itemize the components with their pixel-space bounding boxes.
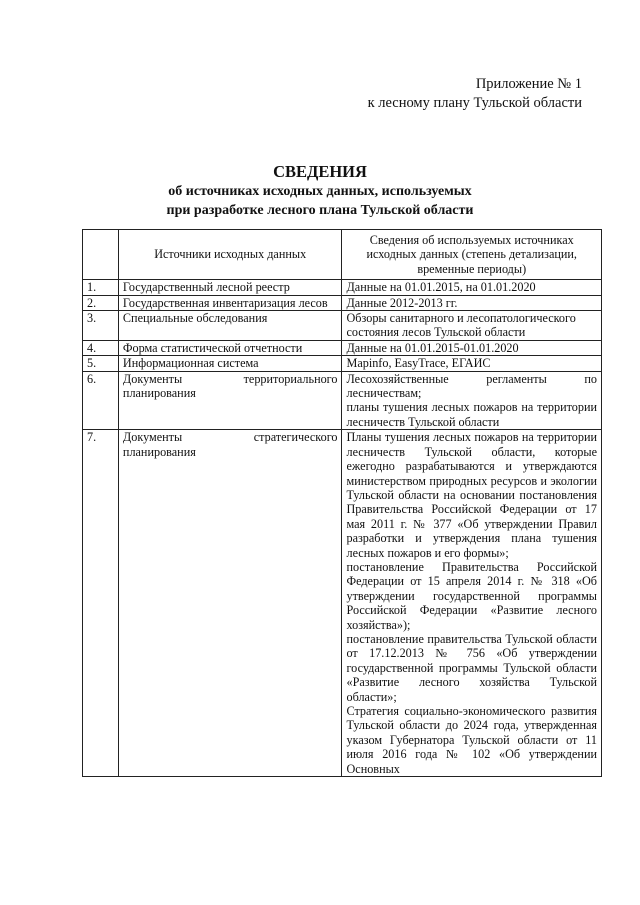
document-heading <box>0 162 640 220</box>
header-number <box>83 230 119 280</box>
table-row <box>83 371 602 430</box>
row-source: Документы стратегического планирования <box>118 430 342 777</box>
row-number: 1. <box>83 280 119 295</box>
row-source: Государственный лесной реестр <box>118 280 342 295</box>
appendix-line-2: к лесному плану Тульской области <box>367 95 582 111</box>
row-number: 6. <box>83 371 119 430</box>
table-header-row <box>83 230 602 280</box>
table-row <box>83 311 602 341</box>
table-row <box>83 295 602 310</box>
document-title: СВЕДЕНИЯ <box>273 162 367 181</box>
table-row <box>83 340 602 355</box>
row-info: Обзоры санитарного и лесопатологического состояния лесов Тульской области <box>342 311 602 341</box>
appendix-note <box>368 75 582 113</box>
table-row <box>83 356 602 371</box>
row-info <box>342 430 602 777</box>
info-paragraph: постановление Правительства Российской Федерации от 15 апреля 2014 г. № 318 «Об утверждении государственной программы Российской Федерации «Развитие лесного хозяйства»); <box>346 559 597 632</box>
appendix-line-1: Приложение № 1 <box>475 76 582 92</box>
row-source: Специальные обследования <box>118 311 342 341</box>
row-info: Данные на 01.01.2015-01.01.2020 <box>342 340 602 355</box>
info-paragraph: постановление правительства Тульской области от 17.12.2013 № 756 «Об утверждении государственной программы Тульской области «Развитие лесного хозяйства Тульской области»; <box>346 631 597 704</box>
row-info: Данные 2012-2013 гг. <box>342 295 602 310</box>
row-info: Mapinfo, EasyTrace, ЕГАИС <box>342 356 602 371</box>
info-paragraph: Стратегия социально-экономического развития Тульской области до 2024 года, утвержденная указом Губернатора Тульской области от 11 июля 2016 года № 102 «Об утверждении Основных <box>346 704 597 776</box>
row-source: Форма статистической отчетности <box>118 340 342 355</box>
row-info: Данные на 01.01.2015, на 01.01.2020 <box>342 280 602 295</box>
table-row <box>83 430 602 777</box>
info-paragraph: Лесохозяйственные регламенты по лесничествам; <box>346 371 597 401</box>
row-number: 7. <box>83 430 119 777</box>
row-number: 4. <box>83 340 119 355</box>
row-number: 2. <box>83 295 119 310</box>
document-subtitle-2: при разработке лесного плана Тульской области <box>166 203 474 218</box>
row-source: Информационная система <box>118 356 342 371</box>
document-subtitle-1: об источниках исходных данных, используемых <box>168 184 472 199</box>
header-sources: Источники исходных данных <box>118 230 342 280</box>
row-source: Государственная инвентаризация лесов <box>118 295 342 310</box>
sources-table <box>82 229 602 777</box>
info-paragraph: Планы тушения лесных пожаров на территории лесничеств Тульской области, которые ежегодно разрабатываются и утверждаются министерством природных ресурсов и экологии Тульской области на основании постановления Правительства Российской Федерации от 17 мая 2011 г. № 377 «Об утверждении Правил разработки и утверждения плана тушения лесных пожаров и его формы»; <box>346 430 597 560</box>
header-info: Сведения об используемых источниках исходных данных (степень детализации, временные периоды) <box>342 230 602 280</box>
table-row <box>83 280 602 295</box>
info-paragraph: планы тушения лесных пожаров на территории лесничеств Тульской области <box>346 400 597 429</box>
row-source: Документы территориального планирования <box>118 371 342 430</box>
row-info <box>342 371 602 430</box>
row-number: 3. <box>83 311 119 341</box>
row-number: 5. <box>83 356 119 371</box>
